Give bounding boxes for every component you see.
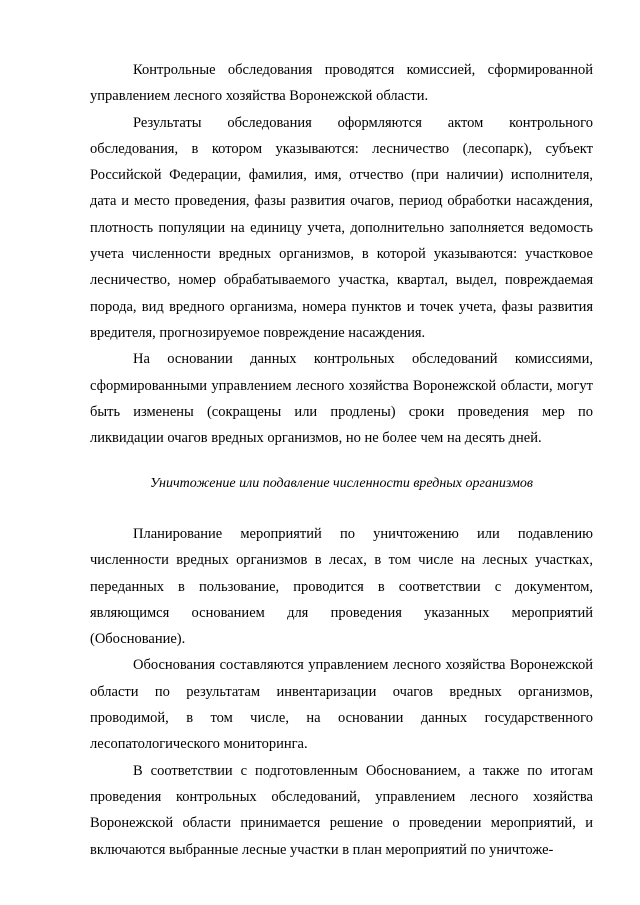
paragraph: Результаты обследования оформляются актом контрольного обследования, в котором указываются: лесничество (лесопарк), субъект Российской Федерации, фамилия, имя, отчество (при наличии) исполнителя, дата и место проведения, фазы развития очагов, период обработки насаждения, плотность популяции на единицу учета, дополнительно заполняется ведомость учета численности вредных организмов, в которой указываются: участковое лесничество, номер обрабатываемого участка, квартал, выдел, повреждаемая порода, вид вредного организма, номера пунктов и точек учета, фазы развития вредителя, прогнозируемое повреждение насаждения. — [90, 114, 593, 341]
paragraph: Планирование мероприятий по уничтожению или подавлению численности вредных организмов в лесах, в том числе на лесных участках, переданных в пользование, проводится в соответствии с документом, являющимся основанием для проведения указанных мероприятий (Обоснование). — [90, 526, 593, 648]
paragraph: Контрольные обследования проводятся комиссией, сформированной управлением лесного хозяйства Воронежской области. — [90, 62, 593, 105]
text-block-top — [90, 57, 593, 451]
section-heading: Уничтожение или подавление численности вредных организмов — [149, 476, 534, 491]
text-block-bottom — [90, 521, 593, 863]
paragraph: На основании данных контрольных обследований комиссиями, сформированными управлением лесного хозяйства Воронежской области, могут быть изменены (сокращены или продлены) сроки проведения мер по ликвидации очагов вредных организмов, но не более чем на десять дней. — [90, 351, 593, 447]
paragraph: В соответствии с подготовленным Обоснованием, а также по итогам проведения контрольных обследований, управлением лесного хозяйства Воронежской области принимается решение о проведении мероприятий, и включаются выбранные лесные участки в план мероприятий по уничтоже- — [90, 762, 593, 858]
paragraph: Обоснования составляются управлением лесного хозяйства Воронежской области по результатам инвентаризации очагов вредных организмов, проводимой, в том числе, на основании данных государственного лесопатологического мониторинга. — [90, 657, 593, 753]
